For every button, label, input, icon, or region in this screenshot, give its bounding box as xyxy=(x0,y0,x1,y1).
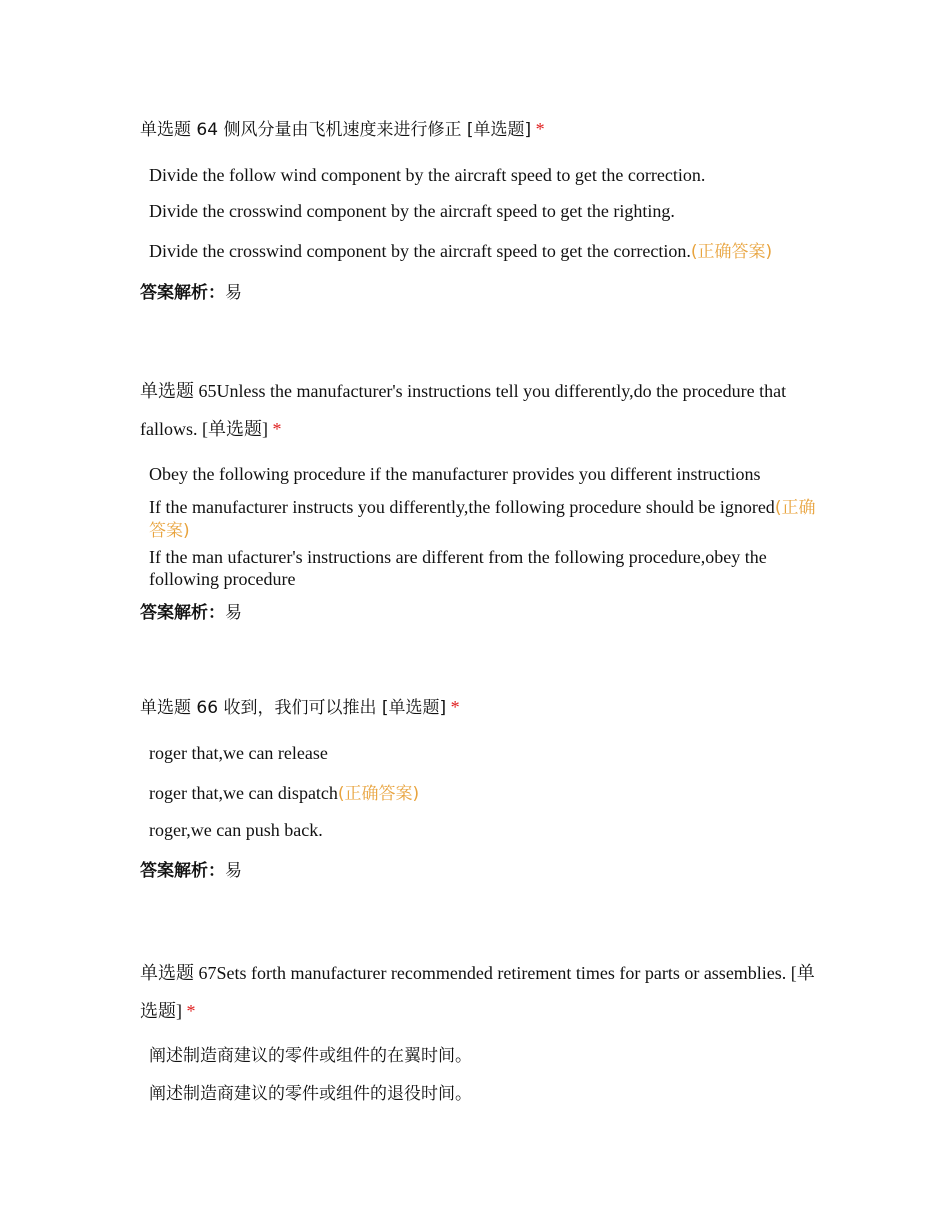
option-a[interactable] xyxy=(149,155,820,195)
option-b[interactable] xyxy=(149,195,820,231)
question-title xyxy=(140,954,820,1030)
question-66 xyxy=(140,688,820,885)
required-mark: * xyxy=(535,119,545,139)
correct-answer-badge: (正确答案) xyxy=(149,498,816,541)
question-title xyxy=(140,688,820,727)
question-title xyxy=(140,110,820,149)
option-text: Divide the crosswind component by the aircraft speed to get the correction. xyxy=(149,241,691,261)
option-a[interactable] xyxy=(149,1036,820,1076)
required-mark: * xyxy=(272,419,282,439)
option-text: roger that,we can dispatch xyxy=(149,783,338,803)
question-67 xyxy=(140,954,820,1114)
analysis-value: 易 xyxy=(225,603,242,623)
option-text: 阐述制造商建议的零件或组件的在翼时间。 xyxy=(149,1046,472,1066)
option-text: roger,we can push back. xyxy=(149,820,323,840)
option-a[interactable] xyxy=(149,454,820,494)
option-c[interactable] xyxy=(149,231,820,272)
answer-analysis xyxy=(140,278,820,307)
option-text: If the man ufacturer's instructions are different from the following procedure,obey the following procedure xyxy=(149,547,767,589)
answer-analysis xyxy=(140,856,820,885)
answer-analysis xyxy=(140,598,820,627)
option-list xyxy=(149,155,820,272)
question-title-text: 单选题 67Sets forth manufacturer recommended retirement times for parts or assemblies. [单选题] xyxy=(140,963,815,1021)
required-mark: * xyxy=(186,1001,196,1021)
option-a[interactable] xyxy=(149,733,820,773)
option-b[interactable] xyxy=(149,1076,820,1114)
analysis-value: 易 xyxy=(225,861,242,881)
analysis-value: 易 xyxy=(225,283,242,303)
option-text: If the manufacturer instructs you differently,the following procedure should be ignored xyxy=(149,497,775,517)
option-b[interactable] xyxy=(149,494,820,544)
option-list xyxy=(149,733,820,850)
option-list xyxy=(149,1036,820,1114)
correct-answer-badge: (正确答案) xyxy=(337,784,420,804)
option-text: 阐述制造商建议的零件或组件的退役时间。 xyxy=(149,1084,472,1104)
analysis-label: 答案解析： xyxy=(140,283,225,303)
question-title-text: 单选题 64 侧风分量由飞机速度来进行修正 [单选题] xyxy=(140,120,532,140)
option-c[interactable] xyxy=(149,544,820,592)
option-list xyxy=(149,454,820,592)
option-text: Obey the following procedure if the manufacturer provides you different instructions xyxy=(149,464,761,484)
option-c[interactable] xyxy=(149,814,820,850)
question-title-text: 单选题 66 收到，我们可以推出 [单选题] xyxy=(140,698,447,718)
question-65 xyxy=(140,372,820,627)
question-title-text: 单选题 65Unless the manufacturer's instructions tell you differently,do the procedure that fallows. [单选题] xyxy=(140,381,787,439)
option-b[interactable] xyxy=(149,773,820,814)
option-text: Divide the follow wind component by the aircraft speed to get the correction. xyxy=(149,165,706,185)
required-mark: * xyxy=(450,697,460,717)
question-64 xyxy=(140,110,820,307)
analysis-label: 答案解析： xyxy=(140,861,225,881)
question-title xyxy=(140,372,820,448)
option-text: Divide the crosswind component by the aircraft speed to get the righting. xyxy=(149,201,675,221)
correct-answer-badge: (正确答案) xyxy=(690,242,773,262)
analysis-label: 答案解析： xyxy=(140,603,225,623)
option-text: roger that,we can release xyxy=(149,743,328,763)
